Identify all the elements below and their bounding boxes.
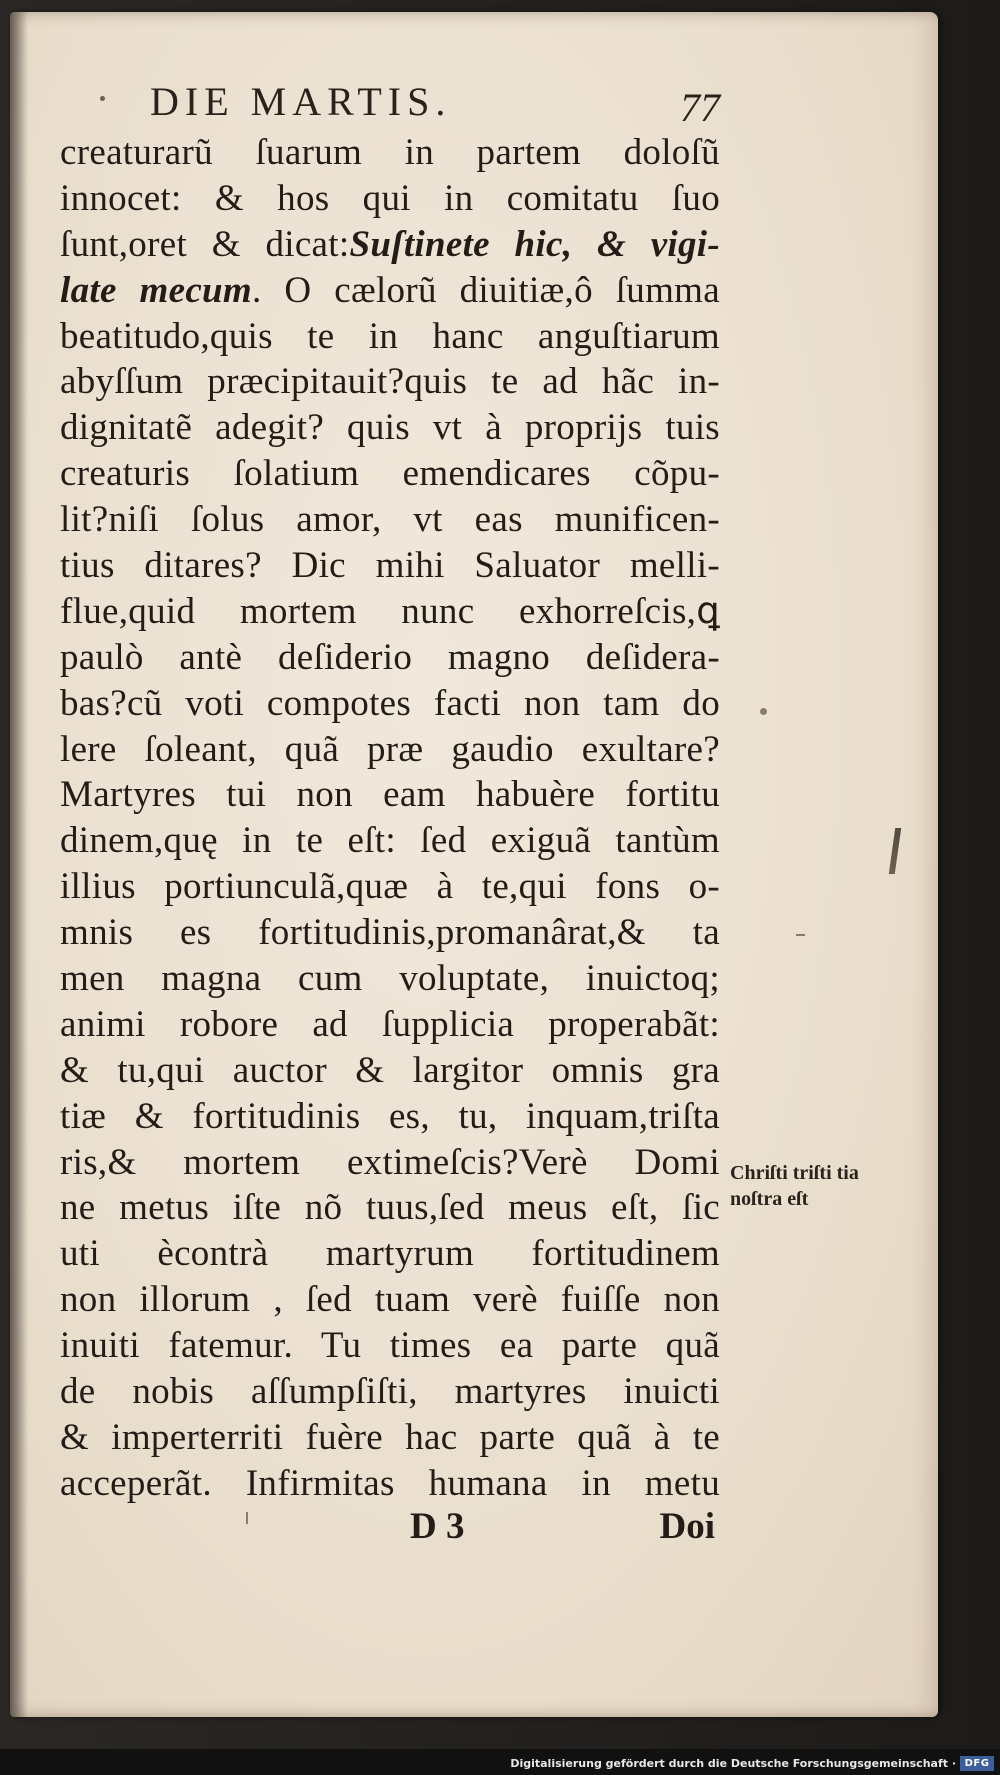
text-line: ne metus iſte nõ tuus,ſed meus eſt, ſic — [60, 1187, 720, 1229]
signature-mark: D 3 — [410, 1506, 465, 1547]
gutter-shadow — [10, 12, 28, 1717]
dfg-logo: DFG — [960, 1756, 994, 1771]
text-line: innocet: & hos qui in comitatu ſuo — [60, 177, 720, 219]
text-line: inuiti fatemur. Tu times ea parte quã — [60, 1325, 720, 1367]
ink-speck — [100, 96, 105, 101]
text-line: lere ſoleant, quã præ gaudio exultare? — [60, 728, 720, 770]
running-head: DIE MARTIS. — [150, 79, 452, 124]
text-line-end: . O cælorũ diuitiæ,ô ſumma — [252, 269, 720, 311]
page-footer-line — [410, 1505, 715, 1548]
text-line: bas?cũ voti compotes facti non tam do — [60, 682, 720, 724]
italic-quote: late mecum — [60, 269, 253, 311]
text-line: paulò antè deſiderio magno deſidera- — [60, 636, 720, 678]
text-line: tius ditares? Dic mihi Saluator melli- — [60, 545, 720, 587]
text-line: dignitatẽ adegit? quis vt à proprijs tuis — [60, 407, 720, 449]
italic-quote: Suſtinete hic, & vigi- — [349, 223, 720, 265]
text-line: tiæ & fortitudinis es, tu, inquam,triſta — [60, 1095, 720, 1137]
text-line-start: ſunt,oret & dicat: — [60, 223, 350, 265]
text-line: illius portiunculã,quæ à te,qui fons o- — [60, 866, 720, 908]
footer-bar — [0, 1749, 1000, 1775]
text-line: & imperterriti fuère hac parte quã à te — [60, 1416, 720, 1458]
text-line: creaturis ſolatium emendicares cõpu- — [60, 453, 720, 495]
body-text — [60, 130, 720, 1507]
text-line: beatitudo,quis te in hanc anguſtiarum — [60, 315, 720, 357]
marginal-note: Chriſti triſti tia noſtra eſt — [730, 1162, 859, 1210]
text-line: de nobis aſſumpſiſti, martyres inuicti — [60, 1371, 720, 1413]
text-line — [60, 222, 720, 268]
text-line: abyſſum præcipitauit?quis te ad hãc in- — [60, 361, 720, 403]
text-line: men magna cum voluptate, inuictoq; — [60, 958, 720, 1000]
text-line: lit?niſi ſolus amor, vt eas munificen- — [60, 499, 720, 541]
text-line: creaturarũ ſuarum in partem doloſũ — [60, 132, 720, 173]
text-line: dinem,quę in te eſt: ſed exiguã tantùm — [60, 820, 720, 862]
page-number: 77 — [680, 85, 720, 130]
catchword: Doi — [659, 1506, 715, 1547]
ink-speck — [760, 708, 767, 715]
text-line: & tu,qui auctor & largitor omnis gra — [60, 1049, 720, 1091]
text-line: ris,& mortem extimeſcis?Verè Domi — [60, 1141, 720, 1183]
text-line: uti ècontrà martyrum fortitudinem — [60, 1233, 720, 1275]
text-line: flue,quid mortem nunc exhorreſcis,ꝗ — [60, 590, 720, 632]
text-line: Martyres tui non eam habuère fortitu — [60, 774, 720, 816]
text-line — [60, 268, 720, 314]
ink-speck — [246, 1512, 248, 1524]
text-line: non illorum , ſed tuam verè fuiſſe non — [60, 1279, 720, 1321]
ink-speck — [796, 934, 805, 936]
funding-credit: Digitalisierung gefördert durch die Deutsche Forschungsgemeinschaft · — [510, 1757, 956, 1770]
text-line: acceperãt. Infirmitas humana in metu — [60, 1462, 720, 1504]
text-line: mnis es fortitudinis,promanârat,& ta — [60, 912, 720, 954]
text-line: animi robore ad ſupplicia properabãt: — [60, 1003, 720, 1045]
